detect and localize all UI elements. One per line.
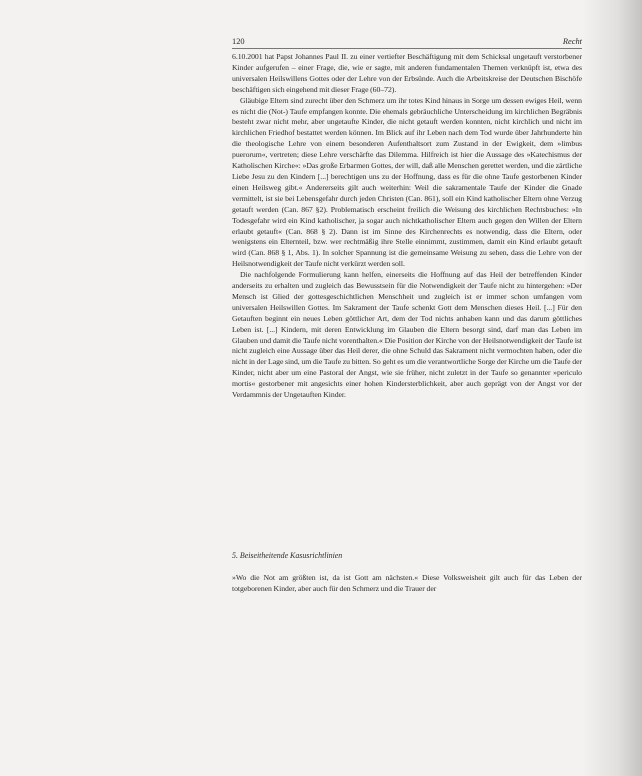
book-page (232, 36, 582, 593)
bottom-block (232, 573, 582, 595)
page-number: 120 (232, 37, 245, 46)
page-header (232, 36, 582, 49)
running-head: Recht (562, 37, 582, 46)
paragraph-4: »Wo die Not am größten ist, da ist Gott am nächsten.« Diese Volksweisheit gilt auch für das Leben der totgeborenen Kinder, aber auch für den Schmerz und die Trauer der (232, 573, 582, 593)
page-edge-shadow (582, 0, 642, 776)
paragraph-2: Gläubige Eltern sind zurecht über den Schmerz um ihr totes Kind hinaus in Sorge um dessen ewiges Heil, wenn es nicht die (Not-) Taufe empfangen konnte. Die ehemals gebräuchliche Unterscheidung im kirchlichen Begräbnis besteht zwar nicht mehr, aber ungetaufte Kinder, die nicht getauft werden konnten, nicht kirchlich und nicht im kirchlichen Friedhof bestattet werden können. Im Blick auf ihr Leben nach dem Tod wurde über Jahrhunderte hin die theologische Lehre von einem besonderen Aufenthaltsort zum Zustand in der Ewigkeit, dem »limbus puerorum«, vertreten; diese Lehre verschärfte das Dilemma. Hilfreich ist hier die Aussage des »Katechismus der Katholischen Kirche«: »Das große Erbarmen Gottes, der will, daß alle Menschen gerettet werden, und die zärtliche Liebe Jesu zu den Kindern [...] berechtigen uns zu der Hoffnung, dass es für die ohne Taufe gestorbenen Kinder einen Heilsweg gibt.« Andererseits gilt auch weiterhin: Weil die sakramentale Taufe der Kinder die Gnade vermittelt, ist sie bei Lebensgefahr durch jeden Christen (Can. 861), soll ein Kind katholischer Eltern ohne Verzug getauft werden (Can. 867 §2). Problematisch erscheint freilich die Weisung des kirchlichen Rechtsbuches: »In Todesgefahr wird ein Kind katholischer, ja sogar auch nichtkatholischer Eltern auch gegen den Willen der Eltern erlaubt getauft« (Can. 868 § 2). Dann ist im Sinne des Kirchenrechts es notwendig, dass die Eltern, oder wenigstens ein Elternteil, bzw. wer rechtmäßig ihre Stelle einnimmt, zustimmen, damit ein Kind erlaubt getauft wird (Can. 868 § 1, Abs. 1). In solcher Spannung ist die gemeinsame Weisung zu sehen, dass die Lehre von der Heilsnotwendigkeit der Taufe nicht verkürzt werden soll. (232, 95, 582, 269)
paragraph-1: 6.10.2001 hat Papst Johannes Paul II. zu einer vertiefter Beschäftigung mit dem Schicksal ungetauft verstorbener Kinder aufgerufen – einer Frage, die, wie er sagte, mit anderen fundamentalen Themen verknüpft ist, etwa des universalen Heilswillens Gottes oder der Lehre von der Erbsünde. Auch die Arbeitskreise der Deutschen Bischöfe beschäftigen sich eingehend mit dieser Frage (60–72). (232, 52, 582, 94)
section-heading: 5. Beiseitheitende Kasusrichtlinien (232, 551, 343, 560)
paragraph-3: Die nachfolgende Formulierung kann helfen, einerseits die Hoffnung auf das Heil der betreffenden Kinder anderseits zu erhalten und zugleich das Bewusstsein für die Notwendigkeit der Taufe nicht zu hintergehen: »Der Mensch ist Glied der gottesgeschichtlichen Menschheit und zugleich ist er immer schon umfangen vom universalen Heilswillen Gottes. Im Sakrament der Taufe schenkt Gott dem Menschen dieses Heil. [...] Für den Getauften beginnt ein neues Leben göttlicher Art, dem der Tod nichts anhaben kann und das darum göttliches Leben ist. [...] Kindern, mit deren Entwicklung im Glauben die Eltern besorgt sind, darf man das Leben im Glauben und damit die Taufe nicht vorenthalten.« Die Position der Kirche von der Heilsnotwendigkeit der Taufe ist nicht zugleich eine Aussage über das Heil derer, die ohne Schuld das Sakrament nicht vermochten haben, oder die nicht in der Lage sind, um die Taufe zu bitten. So geht es um die verantwortliche Sorge der Kirche um die Taufe der Kinder, nicht aber um eine Pastoral der Angst, wie sie früher, nicht zuletzt in der Taufe so genannter »periculo mortis« gestorbener mit angesichts einer hohen Kindersterblichkeit, aber auch geprägt von der Angst vor der Verdammnis der Ungetauften Kinder. (232, 270, 582, 400)
